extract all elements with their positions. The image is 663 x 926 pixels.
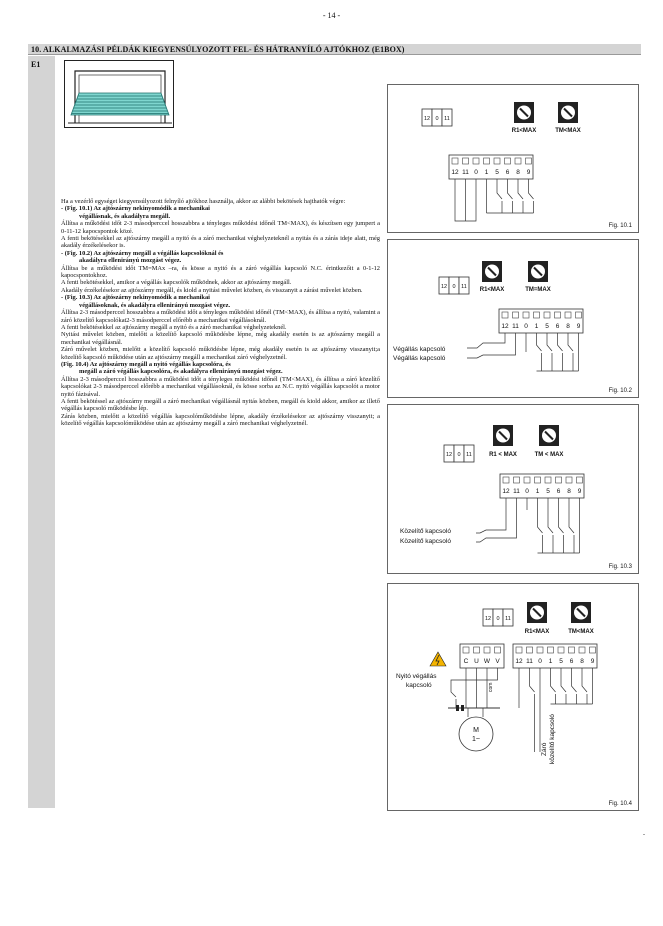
wiring-lines <box>467 333 579 371</box>
pot-label: R1<MAX <box>511 128 537 134</box>
page-number: - 14 - <box>322 11 341 20</box>
jumper-label: 11 <box>461 284 467 290</box>
terminal-label: 1 <box>534 323 539 330</box>
terminal-label: 9 <box>577 488 582 495</box>
wiring-diagram-10-1 <box>388 85 640 234</box>
paragraph: A fenti bekötésekkel az ajtószárny megáll a nyitó és a záró mechanikai véghelyzeteknél a nyitás és a zárás ideje alatt, még akadály érzékelésekor is. <box>61 235 380 250</box>
paragraph-heading: végállásnak, és akadályra megáll. <box>79 212 171 220</box>
figure-caption: Fig. 10.3 <box>608 564 632 570</box>
terminal-label: 0 <box>538 658 542 665</box>
figure-caption: Fig. 10.4 <box>608 801 632 807</box>
paragraph: Állítsa a működési időt 2-3 másodperccel hosszabbra a tényleges működési időnél TM<MAX), és készítsen egy jumpert a 0-11-12 kapocspontok közé. <box>61 220 380 235</box>
paragraph-heading: megáll a záró végállás kapcsolóra, és akadályra ellenirányú mozgást végez. <box>79 368 283 376</box>
terminal-label: 11 <box>526 658 533 665</box>
warning-icon <box>430 652 446 666</box>
terminal-label: 11 <box>462 169 469 176</box>
wiring-lines <box>455 179 534 221</box>
terminal-label: 6 <box>569 658 574 665</box>
side-column <box>28 56 55 808</box>
terminal-label: 0 <box>474 169 478 176</box>
terminal-label: 9 <box>590 658 595 665</box>
terminal-label: 1 <box>484 169 489 176</box>
jumper-label: 0 <box>496 616 500 622</box>
trimmer-pot-icon <box>482 261 502 282</box>
limit-switch-label: Végállás kapcsoló <box>393 346 446 353</box>
wiring-lines <box>476 498 580 553</box>
paragraph-heading: akadályra ellenirányú mozgást végez. <box>79 257 182 265</box>
pot-label: R1<MAX <box>524 629 550 635</box>
com-label: com <box>488 682 494 692</box>
jumper-label: 12 <box>445 452 453 458</box>
terminal-label: 1 <box>535 488 540 495</box>
limit-switch-label: Végállás kapcsoló <box>393 355 446 362</box>
pot-label: R1 < MAX <box>489 452 517 458</box>
figure-caption: Fig. 10.2 <box>608 388 632 394</box>
section-title: 10. ALKALMAZÁSI PÉLDÁK KIEGYENSÚLYOZOTT FEL- ÉS HÁTRANYÍLÓ AJTÓKHOZ (E1BOX) <box>31 45 405 54</box>
wiring-diagram-10-3 <box>388 405 640 575</box>
close-switch-label: közelítő kapcsoló <box>549 714 556 764</box>
terminal-label: 11 <box>513 488 520 495</box>
instructions-text <box>61 198 380 428</box>
proximity-switch-label: Közelítő kapcsoló <box>400 538 451 545</box>
terminal-label: 5 <box>545 323 549 330</box>
paragraph: Állítsa be a működési időt TM=MAx –ra, és kösse a nyitó és a záró végállás kapcsoló N.C. érintkezőit a 0-1-12 kapocspontokhoz. <box>61 264 380 280</box>
garage-door-icon <box>65 61 175 129</box>
terminal-label: 8 <box>567 488 571 495</box>
terminal-label: 6 <box>556 488 561 495</box>
figure-10-3 <box>387 404 639 574</box>
figure-10-1 <box>387 84 639 233</box>
paragraph: Ha a vezérlő egységet kiegyensúlyozott felnyíló ajtókhoz használja, akkor az alábbi bekötések hajthatók végre: <box>61 198 346 205</box>
figure-10-2 <box>387 239 639 398</box>
terminal-label: 1 <box>548 658 553 665</box>
figure-10-4 <box>387 583 639 811</box>
jumper-label: 0 <box>435 116 439 122</box>
figure-caption: Fig. 10.1 <box>608 223 632 229</box>
motor-terminal-label: V <box>495 658 500 665</box>
motor-terminal-label: U <box>474 658 479 665</box>
terminal-label: 12 <box>501 323 509 330</box>
terminal-label: 5 <box>559 658 563 665</box>
jumper-label: 12 <box>423 116 431 122</box>
paragraph-heading: végállásoknak, és akadályra ellenirányú mozgást végez. <box>79 301 231 309</box>
motor-terminal-label: C <box>463 658 469 665</box>
terminal-label: 6 <box>505 169 510 176</box>
terminal-label: 0 <box>525 488 529 495</box>
jumper-label: 0 <box>452 284 456 290</box>
pot-label: TM<MAX <box>568 629 594 635</box>
motor-label: M <box>473 727 479 734</box>
terminal-label: 12 <box>502 488 510 495</box>
paragraph: A fenti bekötéssel az ajtószárny megáll a záró mechanikai végállásnál nyitás közben, megáll és kiold akkor, amikor az illető végállás kapcsoló működésbe lép. <box>61 397 380 413</box>
paragraph: A fenti bekötésekkel, amikor a végállás kapcsolók működnek, akkor az ajtószárny megáll. <box>61 279 292 287</box>
jumper-label: 12 <box>484 616 492 622</box>
pot-label: R1<MAX <box>479 287 505 293</box>
terminal-label: 12 <box>515 658 523 665</box>
pot-label: TM=MAX <box>525 287 551 293</box>
terminal-label: 11 <box>512 323 519 330</box>
terminal-label: 9 <box>526 169 531 176</box>
paragraph: Zárás közben, mielőtt a közelítő végállás kapcsolóműködésbe lépne, akadály érzékelésekor az ajtószárny visszanyit; a közelítő végállás kapcsolóműködése után az ajtószárny megáll a záró mechanikai véghelyzetnél. <box>61 412 380 428</box>
jumper-label: 12 <box>440 284 448 290</box>
wiring-diagram-10-4 <box>388 584 640 812</box>
paragraph: Akadály érzékelésekor az ajtószárny megáll, és kiold a nyitási művelet közben, és visszanyit a zárási művelet közben. <box>61 286 363 294</box>
trimmer-pot-icon <box>558 102 578 123</box>
wiring-diagram-10-2 <box>388 240 640 399</box>
trailing-mark: . <box>643 828 645 837</box>
paragraph-heading: - (Fig. 10.2) Az ajtószárny megáll a végállás kapcsolóknál és <box>61 249 224 257</box>
terminal-label: 8 <box>580 658 584 665</box>
paragraph-heading: - (Fig. 10.3) Az ajtószárny nekinyomódik a mechanikai <box>61 294 210 302</box>
trimmer-pot-icon <box>528 261 548 282</box>
pot-label: TM<MAX <box>555 128 581 134</box>
side-label: E1 <box>31 60 41 69</box>
terminal-label: 9 <box>576 323 581 330</box>
motor-icon <box>459 717 493 751</box>
terminal-label: 8 <box>566 323 570 330</box>
section-heading-bar <box>28 44 641 55</box>
trimmer-pot-icon <box>527 602 547 623</box>
terminal-label: 6 <box>555 323 560 330</box>
paragraph: Nyitási művelet közben, mielőtt a közelítő kapcsoló működésbe lépne, még akadály esetén is az ajtószárny megáll a mechanikai végállásnál. <box>61 331 380 346</box>
terminal-label: 5 <box>546 488 550 495</box>
pot-label: TM < MAX <box>534 452 564 458</box>
trimmer-pot-icon <box>571 602 591 623</box>
paragraph: Állítsa 2-3 másodperccel hosszabbra a működési időt a tényleges működési időnél (TM<MAX), és állítsa a záró közelítő kapcsolókat 2-3 másodperccel előrébb a mechanikai végállásoknál, és kösse sorba az N.C. nyitó végállás kapcsolót a motor nyitó fázisával. <box>61 375 380 398</box>
jumper-label: 11 <box>466 452 472 458</box>
jumper-label: 11 <box>505 616 511 622</box>
trimmer-pot-icon <box>514 102 534 123</box>
trimmer-pot-icon <box>539 425 559 446</box>
close-switch-label: Záró <box>541 742 548 756</box>
paragraph-heading: (Fig. 10.4) Az ajtószárny megáll a nyitó végállás kapcsolóra, és <box>61 360 231 368</box>
motor-ac-label: 1~ <box>472 736 480 743</box>
terminal-label: 12 <box>451 169 459 176</box>
terminal-label: 0 <box>524 323 528 330</box>
motor-terminal-label: W <box>483 658 491 665</box>
paragraph: Állítsa 2-3 másodperccel hosszabbra a működési időt a tényleges működési időnél (TM<MAX), és állítsa a nyitó, valamint a záró közelítő kapcsolókat2-3 másodperccel előrébb a mechanikai végállásoknál. <box>61 309 380 324</box>
open-limit-switch-label: Nyitó végállás <box>396 673 437 680</box>
terminal-label: 8 <box>516 169 520 176</box>
door-illustration <box>64 60 174 128</box>
paragraph-heading: - (Fig. 10.1) Az ajtószárny nekinyomódik a mechanikai <box>61 205 210 213</box>
open-limit-switch-label: kapcsoló <box>406 682 432 689</box>
paragraph: Záró művelet közben, mielőtt a közelítő kapcsoló működésbe lépne, még akadály esetén is az ajtószárny visszanyit;a közelítő kapcsoló működése után az ajtószárny megáll a mechanikai záró véghelyzetnél. <box>61 346 380 361</box>
jumper-label: 0 <box>457 452 461 458</box>
terminal-label: 5 <box>495 169 499 176</box>
jumper-label: 11 <box>444 116 450 122</box>
proximity-switch-label: Közelítő kapcsoló <box>400 528 451 535</box>
paragraph: A fenti bekötésekkel az ajtószárny megáll a nyitó és a záró mechanikai véghelyzeteknél. <box>61 323 287 331</box>
trimmer-pot-icon <box>493 425 513 446</box>
